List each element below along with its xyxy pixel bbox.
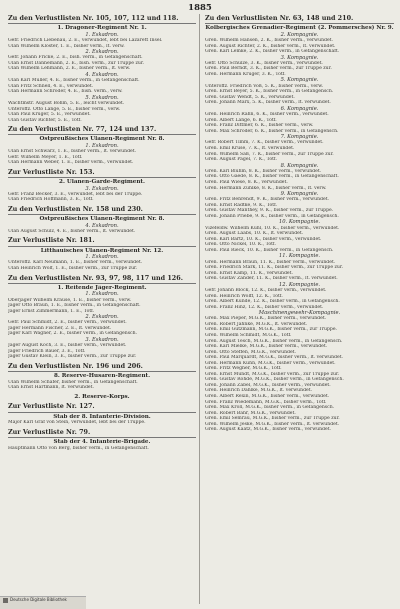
right-column xyxy=(205,15,394,433)
casualty-entry: Gefr. Johann Fricke, 2. E., bish. verm., in Gefangenschaft. xyxy=(8,55,143,61)
casualty-entry: Gren. Ernst Radtke, 9. K., Totf. xyxy=(205,202,278,208)
casualty-entry: Gren. Paul Rieck, 10. K., bisher verm., in Gefangensch. xyxy=(205,247,334,253)
casualty-entry: Ulan August Schulz, 4. E., bisher verm., lt. verwundet. xyxy=(8,228,136,234)
casualty-entry: Gren. Otto Gaede, 8. K., bisher verm., in Gefangenschaft. xyxy=(205,174,339,180)
unit-title: 8. Reserve-Husaren-Regiment. xyxy=(53,373,151,380)
unit-title: Ostpreußisches Ulanen-Regiment Nr. 8. xyxy=(39,136,165,143)
subunit-title: Maschinengewehr-Kompagnie. xyxy=(258,310,341,317)
unit-title: 2. Ulanen-Garde-Regiment. xyxy=(59,179,145,186)
casualty-entry: Ulan Friedrich Hoffmann, 3. E., Totf. xyxy=(8,197,94,203)
casualty-entry: Gren. Heinrich Wolff, 12. K., Totf. xyxy=(205,293,283,299)
casualty-entry: Vizefeldw. Wilhelm Kühl, 10. K., bisher verm., verwundet. xyxy=(205,225,340,231)
casualty-entry: Gren. Johann Priebe, 9. K., bisher verm., in Gefangensch. xyxy=(205,213,339,219)
subunit-title: 3. Kompagnie. xyxy=(280,54,319,61)
footer-bar xyxy=(0,596,86,609)
casualty-entry: Gren. August Pagel, 7. K., Totf. xyxy=(205,157,277,163)
subunit-title: 7. Kompagnie. xyxy=(280,134,319,141)
unit-title: Stab der 4. Infanterie-Brigade. xyxy=(53,438,151,445)
list-header: Zur Verlustliste Nr. 153. xyxy=(8,169,196,178)
footer-label: Deutsche Digitale Bibliothek xyxy=(10,597,67,602)
subunit-title: 1. Eskadron. xyxy=(85,142,119,149)
casualty-entry: Jäger Ernst Zimmermann, 1. E., Totf. xyxy=(8,308,95,314)
casualty-entry: Gren. Wilhelm Jeske, M.G.K., bisher verm., lt. verwundet. xyxy=(205,421,340,427)
unit-title: Kolbergisches Grenadier-Regiment (2. Pommersches) Nr. 9. xyxy=(205,25,394,32)
casualty-entry: Gren. Hermann Krüger, 3. K., Totf. xyxy=(205,71,286,77)
casualty-entry: Gren. Wilhelm Schmidt, M.G.K., Totf. xyxy=(205,333,292,338)
casualty-entry: Gren. Gustav Wendt, 5. K., verwundet. xyxy=(205,94,295,100)
casualty-entry: Unteroffz. Otto Lange, 5. E., bisher verm., verw. xyxy=(8,106,121,112)
casualty-entry: Gren. Gustav Zander, 11. K., bisher verm., lt. verwundet. xyxy=(205,276,338,282)
casualty-entry: Hauptmann Otto von Berg, bisher verm., in Gefangenschaft. xyxy=(8,445,149,451)
casualty-entry: Gren. Hermann Kuhn, M.G.K., bisher verm., verwundet. xyxy=(205,360,336,366)
casualty-entry: Gren. August Tesch, M.G.K., bisher verm., in Gefangensch. xyxy=(205,338,343,344)
casualty-entry: Gren. Albert Lange, 6. K., Totf. xyxy=(205,117,277,123)
subunit-title: 12. Kompagnie. xyxy=(278,281,321,288)
casualty-entry: Gren. Hermann Braun, 11. K., bisher verm., verwundet. xyxy=(205,259,336,265)
subunit-title: 3. Eskadron. xyxy=(85,337,119,344)
casualty-entry: Gren. Johann Zabel, M.G.K., bisher verm., verwundet. xyxy=(205,382,331,388)
casualty-entry: Gren. Franz Dittmer, 6. K., bisher verm., verw. xyxy=(205,123,314,129)
casualty-entry: Gren. Robert Jahnke, M.G.K., lt. verwundet. xyxy=(205,321,308,327)
list-header: Zu den Verlustlisten Nr. 196 und 206. xyxy=(8,363,196,372)
unit-title: 2. Reserve-Korps. xyxy=(74,393,130,400)
unit-title: Stab der 8. Infanterie-Division. xyxy=(53,413,151,420)
casualty-entry: Ulan Gustav Richter, 5. E., Totf. xyxy=(8,117,82,123)
casualty-entry: Gren. Karl Lemke, 2. K., bisher verm., in Gefangenschaft. xyxy=(205,49,340,55)
casualty-entry: Gren. Gustav Rohde, M.G.K., bisher verm., in Gefangensch. xyxy=(205,377,344,383)
casualty-entry: Gren. August Richter, 2. K., bisher verm., lt. verwundet. xyxy=(205,43,336,49)
casualty-entry: Jäger Hermann Fischer, 2. E., lt. verwundet. xyxy=(8,325,112,331)
casualty-entry: Unteroffz. Friedrich Voß, 5. K., bisher verm., verw. xyxy=(205,83,324,89)
casualty-entry: Gren. Wilhelm Saß, 7. K., bisher verm., zur Truppe zur. xyxy=(205,151,334,157)
subunit-title: 1. Eskadron. xyxy=(85,254,119,261)
list-header: Zu den Verlustlisten Nr. 105, 107, 112 und 118. xyxy=(8,15,196,24)
casualty-entry: Ulan Hermann Schröder, 4. E., bish. verm., verw. xyxy=(8,89,123,95)
casualty-entry: Jäger Karl Wagner, 2. E., bisher verm., in Gefangensch. xyxy=(8,331,138,337)
casualty-entry: Gren. Emil Gutzmann, M.G.K., bisher verm., zur Truppe. xyxy=(205,327,338,333)
list-header: Zu den Verlustlisten Nr. 77, 124 und 137. xyxy=(8,126,196,135)
page-number: 1885 xyxy=(188,3,212,13)
unit-title: Litthauisches Ulanen-Regiment Nr. 12. xyxy=(40,247,164,254)
casualty-entry: Major Karl Graf von Stein, verwundet, lebt bei der Truppe. xyxy=(8,420,146,426)
casualty-entry: Gren. Franz Wiedemann, M.G.K., bisher verm., Totf. xyxy=(205,399,327,405)
casualty-entry: Gren. Ernst Kamp, 11. K., verwundet. xyxy=(205,270,293,276)
library-logo-icon xyxy=(3,598,8,603)
casualty-entry: Ulan Fritz Schnell, 4. E., verwundet. xyxy=(8,83,94,89)
casualty-entry: Gefr. Wilhelm Meyer, 1. E., Totf. xyxy=(8,154,83,160)
casualty-entry: Gefr. Franz Becker, 3. E., verwundet, lebt bei der Truppe. xyxy=(8,191,143,197)
subunit-title: 4. Eskadron. xyxy=(85,71,119,78)
casualty-entry: Ulan Heinrich Wolf, 1. E., bisher verm., zur Truppe zur. xyxy=(8,266,138,271)
casualty-entry: Jäger Gustav Klein, 3. E., bisher verm., zur Truppe zur. xyxy=(8,354,137,360)
subunit-title: 1. Eskadron. xyxy=(85,291,119,298)
casualty-entry: Oberjäger Wilhelm Krause, 1. E., bisher verm., verw. xyxy=(8,297,132,303)
unit-title: 1. Dragoner-Regiment Nr. 1. xyxy=(57,25,147,32)
subunit-title: 9. Kompagnie. xyxy=(280,191,319,198)
casualty-entry: Gren. Fritz Behrendt, 9. K., bisher verm., verwundet. xyxy=(205,197,330,203)
casualty-entry: Gefr. Friedrich Liebenau, 2. E., verwundet, lebt bei Lazarett Insel. xyxy=(8,38,163,43)
casualty-entry: Gren. August Kaatz, M.G.K., bisher verm., verwundet. xyxy=(205,427,332,433)
subunit-title: 4. Eskadron. xyxy=(85,222,119,229)
casualty-entry: Gren. Ernst Beyer, 5. K., bisher verm., in Gefangensch. xyxy=(205,89,334,95)
casualty-entry: Gren. Gustav Manthey, 9. K., bisher verm., zur Truppe. xyxy=(205,208,334,214)
casualty-entry: Gren. Heinrich Rahn, 6. K., bisher verm., verwundet. xyxy=(205,112,329,118)
casualty-entry: Jäger August Koch, 3. E., bisher verm., verwundet. xyxy=(8,343,127,349)
casualty-entry: Gren. Wilhelm Hansen, 2. K., bisher verm., verwundet. xyxy=(205,38,333,43)
subunit-title: 5. Eskadron. xyxy=(85,94,119,101)
casualty-entry: Gren. Karl Bluhm, 8. K., bisher verm., verwundet. xyxy=(205,168,322,174)
casualty-entry: Gren. Max Pieper, M.G.K., bisher verm., verwundet. xyxy=(205,316,327,322)
casualty-entry: Gefr. Robert Timm, 7. K., bisher verm., verwundet. xyxy=(205,140,324,146)
casualty-entry: Gren. Robert Bahr, M.G.K., verwundet. xyxy=(205,410,296,416)
subunit-title: 1. Eskadron. xyxy=(85,31,119,38)
casualty-entry: Gren. Max Kroll, M.G.K., bisher verm., in Gefangensch. xyxy=(205,405,335,411)
subunit-title: 5. Kompagnie. xyxy=(280,77,319,84)
casualty-entry: Ulan Wilhelm Lehmann, 2. E., bisher verm., lt. verw. xyxy=(8,66,131,72)
list-header: Zur Verlustliste Nr. 127. xyxy=(8,403,196,412)
left-column xyxy=(8,15,196,451)
unit-title: Ostpreußisches Ulanen-Regiment Nr. 8. xyxy=(39,216,165,223)
subunit-title: 11. Kompagnie. xyxy=(278,253,321,260)
casualty-entry: Gefr. Otto Schulze, 3. K., bisher verm., verwundet. xyxy=(205,60,323,66)
casualty-entry: Gren. Karl Bartz, 10. K., bisher verm., verwundet. xyxy=(205,236,322,242)
casualty-entry: Jäger Friedrich Bauer, 3. E., Totf. xyxy=(8,348,86,354)
casualty-entry: Ulan Hermann Weber, 1. E., bisher verm., verwundet. xyxy=(8,160,134,166)
casualty-entry: Gren. Paul Marquardt, M.G.K., bisher verm., lt. verwundet. xyxy=(205,355,344,361)
subunit-title: 3. Eskadron. xyxy=(85,185,119,192)
column-divider xyxy=(199,14,200,604)
list-header: Zur Verlustliste Nr. 79. xyxy=(8,429,196,438)
casualty-entry: Gren. Albert Kunde, 12. K., bisher verm., in Gefangensch. xyxy=(205,299,340,305)
casualty-entry: Gren. Emil Kruse, 7. K., lt. verwundet. xyxy=(205,146,295,152)
casualty-entry: Gren. Heinrich Dahlke, M.G.K., lt. verwundet. xyxy=(205,388,313,394)
casualty-entry: Gren. Albert Rexin, M.G.K., bisher verm., verwundet. xyxy=(205,394,330,400)
subunit-title: 2. Eskadron. xyxy=(85,314,119,321)
list-header: Zu den Verlustlisten Nr. 158 und 230. xyxy=(8,206,196,215)
casualty-entry: Unteroffz. Karl Neumann, 1. E., bisher verm., verwundet. xyxy=(8,260,143,266)
casualty-entry: Ulan Wilhelm Kloster, 1. E., bisher verm., lt. verw. xyxy=(8,43,125,49)
casualty-entry: Gren. Ernst Mundt, M.G.K., bisher verm., zur Truppe zur. xyxy=(205,371,340,377)
casualty-entry: Ulan Karl Müller, 4. E., bisher verm., in Gefangenschaft. xyxy=(8,78,140,84)
casualty-entry: Gren. Franz Hinz, 12. K., bisher verm., verwundet. xyxy=(205,304,324,310)
casualty-entry: Gren. Johann Marx, 5. K., bisher verm., lt. verwundet. xyxy=(205,100,331,106)
casualty-entry: Gren. Paul Wiese, 8. K., verwundet. xyxy=(205,179,288,185)
casualty-entry: Gren. Friedrich Stark, 11. K., bisher verm., zur Truppe zur. xyxy=(205,265,344,271)
casualty-entry: Ulan Ernst Dannemann, 2. E., bish. verm., zur Truppe zur. xyxy=(8,60,144,66)
casualty-entry: Gren. Otto Steffen, M.G.K., verwundet. xyxy=(205,349,296,355)
casualty-entry: Gren. Emil Semrau, M.G.K., bisher verm., zur Truppe zur. xyxy=(205,416,340,422)
unit-title: 1. Reitende Jäger-Regiment. xyxy=(57,284,147,291)
casualty-entry: Ulan Ernst Hartmann, lt. verwundet. xyxy=(8,385,94,391)
casualty-entry: Gren. August Laabs, 10. K., lt. verwundet. xyxy=(205,231,304,237)
list-header: Zur Verlustliste Nr. 181. xyxy=(8,237,196,246)
casualty-entry: Wachtmstr. August Bohm, 5. E., leicht verwundet. xyxy=(8,100,125,106)
casualty-entry: Gren. Otto Nickel, 10. K., Totf. xyxy=(205,242,276,248)
subunit-title: 8. Kompagnie. xyxy=(280,162,319,169)
casualty-entry: Gefr. Paul Schmidt, 2. E., bisher verm., verwundet. xyxy=(8,320,127,326)
casualty-entry: Gren. Hermann Zühlke, 8. K., bisher verm., lt. verw. xyxy=(205,185,327,191)
casualty-entry: Gren. Karl Mielke, M.G.K., bisher verm., verwundet. xyxy=(205,344,328,350)
casualty-entry: Ulan Ernst Schwarz, 1. E., bisher verm., lt. verwundet. xyxy=(8,149,137,155)
subunit-title: 10. Kompagnie. xyxy=(278,219,321,226)
casualty-entry: Gren. Paul Berndt, 3. K., bisher verm., zur Truppe zur. xyxy=(205,66,332,72)
casualty-entry: Gefr. Johann Block, 12. K., bisher verm., verwundet. xyxy=(205,287,327,293)
subunit-title: 2. Kompagnie. xyxy=(280,31,319,38)
casualty-entry: Ulan Paul Krüger, 5. E., verwundet. xyxy=(8,112,91,118)
subunit-title: 2. Eskadron. xyxy=(85,49,119,56)
casualty-entry: Gren. Fritz Wegner, M.G.K., Totf. xyxy=(205,366,282,372)
subunit-title: 6. Kompagnie. xyxy=(280,105,319,112)
casualty-entry: Gren. Max Schröder, 6. K., bisher verm., in Gefangensch. xyxy=(205,128,339,134)
list-header: Zu den Verlustlisten Nr. 63, 148 und 210. xyxy=(205,15,394,24)
casualty-entry: Ulan Wilhelm Schäfer, bisher verm., in Gefangenschaft. xyxy=(8,379,138,385)
list-header: Zu den Verlustlisten Nr. 93, 97, 98, 117 und 126. xyxy=(8,275,196,284)
casualty-entry: Jäger Otto Braun, 1. E., bisher verm., in Gefangenschaft. xyxy=(8,303,141,309)
